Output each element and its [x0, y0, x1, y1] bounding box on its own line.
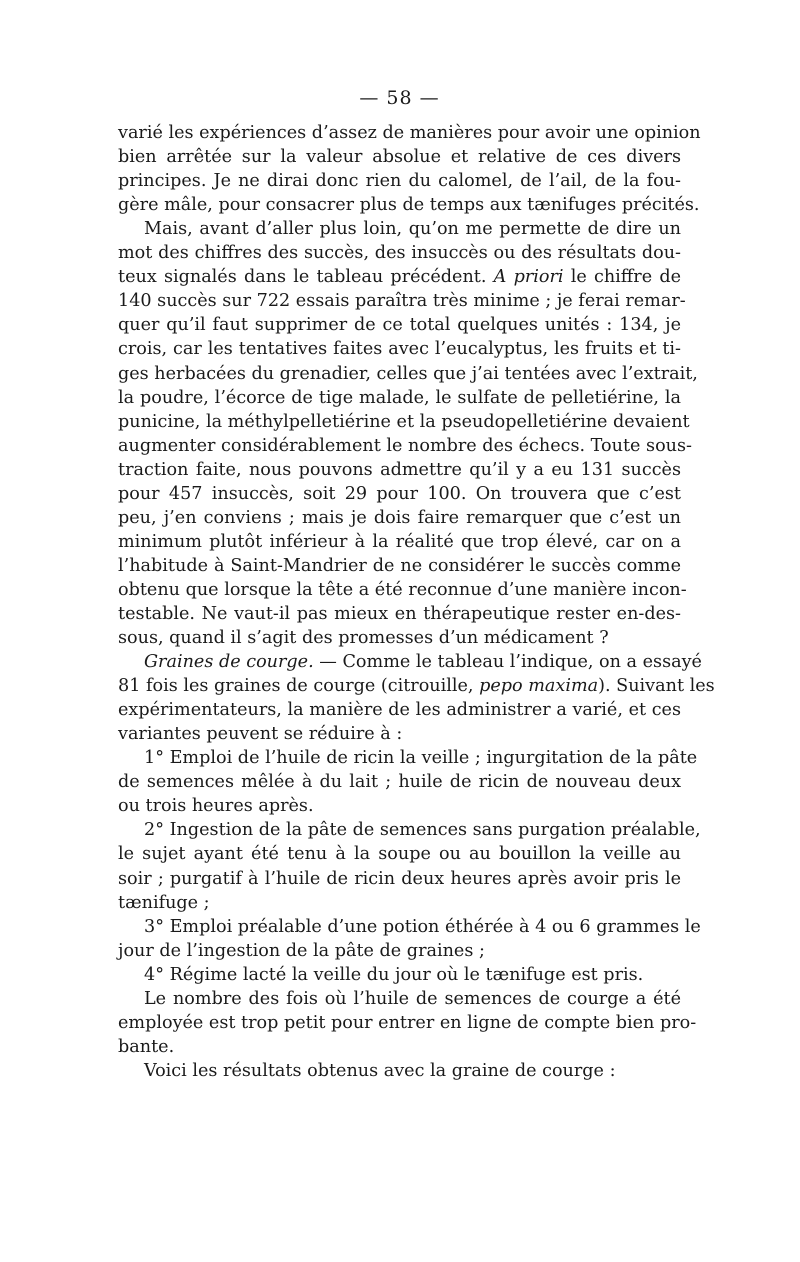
text-line: [118, 217, 681, 241]
text-line: [118, 506, 681, 530]
line-text: ges herbacées du grenadier, celles que j’ai tentées avec l’extrait,: [118, 363, 698, 384]
text-line: [118, 337, 681, 361]
text-line: [118, 1059, 681, 1083]
line-text: Le nombre des fois où l’huile de semences de courge a été: [144, 988, 681, 1009]
text-line: [118, 362, 698, 386]
text-line: [118, 386, 681, 410]
line-text: testable. Ne vaut-il pas mieux en thérapeutique rester en-des-: [118, 603, 681, 624]
text-line: [118, 722, 681, 746]
text-line: [118, 650, 702, 674]
text-line: [118, 554, 681, 578]
document-page: [118, 86, 715, 1083]
line-text: pour 457 insuccès, soit 29 pour 100. On trouvera que c’est: [118, 483, 681, 504]
text-line: [118, 963, 681, 987]
text-line: [118, 313, 681, 337]
text-line: [118, 458, 681, 482]
line-text: le sujet ayant été tenu à la soupe ou au bouillon la veille au: [118, 844, 681, 865]
text-line: [118, 794, 681, 818]
line-text: crois, car les tentatives faites avec l’eucalyptus, les fruits et ti-: [118, 339, 681, 360]
line-text: 2° Ingestion de la pâte de semences sans purgation préalable,: [144, 820, 701, 841]
text-line: [118, 674, 715, 698]
text-line: [118, 987, 681, 1011]
text-line: [118, 939, 681, 963]
line-text: traction faite, nous pouvons admettre qu’il y a eu 131 succès: [118, 459, 681, 480]
line-text: employée est trop petit pour entrer en ligne de compte bien pro-: [118, 1012, 697, 1033]
line-text: quer qu’il faut supprimer de ce total quelques unités : 134, je: [118, 315, 681, 336]
line-text: teux signalés dans le tableau précédent.: [118, 267, 487, 288]
text-line: [118, 1035, 681, 1059]
text-line: [118, 578, 687, 602]
line-text: tænifuge ;: [118, 892, 210, 913]
line-text: 4° Régime lacté la veille du jour où le tænifuge est pris.: [144, 964, 644, 985]
line-text: varié les expériences d’assez de manières pour avoir une opinion: [118, 123, 701, 144]
line-text: bien arrêtée sur la valeur absolue et relative de ces divers: [118, 147, 681, 168]
line-italic: Graines de courge.: [144, 652, 314, 673]
text-line: [118, 602, 681, 626]
line-text: jour de l’ingestion de la pâte de graines ;: [118, 940, 485, 961]
text-line: [118, 626, 681, 650]
line-text-after: ). Suivant les: [598, 676, 715, 697]
text-line: [118, 145, 681, 169]
text-line: [118, 434, 692, 458]
text-line: [118, 746, 698, 770]
line-text: la poudre, l’écorce de tige malade, le sulfate de pelletiérine, la: [118, 387, 681, 408]
line-text: punicine, la méthylpelletiérine et la pseudopelletiérine devaient: [118, 411, 690, 432]
line-text: augmenter considérablement le nombre des échecs. Toute sous-: [118, 435, 692, 456]
line-text: 140 succès sur 722 essais paraîtra très minime ; je ferai remar-: [118, 291, 686, 312]
line-text: ou trois heures après.: [118, 796, 314, 817]
line-text: de semences mêlée à du lait ; huile de ricin de nouveau deux: [118, 772, 681, 793]
text-line: [118, 698, 681, 722]
line-italic: A priori: [493, 267, 564, 288]
text-line: [118, 1011, 697, 1035]
line-text: soir ; purgatif à l’huile de ricin deux heures après avoir pris le: [118, 868, 681, 889]
line-text-after: le chiffre de: [563, 267, 682, 288]
line-text: bante.: [118, 1036, 175, 1057]
text-line: [118, 410, 690, 434]
line-text: 3° Emploi préalable d’une potion éthérée à 4 ou 6 grammes le: [144, 916, 701, 937]
text-line: [118, 818, 701, 842]
text-line: [118, 891, 681, 915]
line-text: Voici les résultats obtenus avec la graine de courge :: [144, 1060, 616, 1081]
line-text: principes. Je ne dirai donc rien du calomel, de l’ail, de la fou-: [118, 171, 681, 192]
line-text: obtenu que lorsque la tête a été reconnue d’une manière incon-: [118, 579, 687, 600]
page-body: [118, 121, 715, 1083]
line-text: peu, j’en conviens ; mais je dois faire remarquer que c’est un: [118, 507, 681, 528]
text-line: [118, 842, 681, 866]
line-text: 81 fois les graines de courge (citrouille,: [118, 676, 474, 697]
text-line: [118, 289, 686, 313]
line-text: minimum plutôt inférieur à la réalité que trop élevé, car on a: [118, 531, 681, 552]
line-italic: pepo maxima: [479, 676, 599, 697]
text-line: [118, 169, 681, 193]
page-number: — 58 —: [359, 87, 440, 109]
text-line: [118, 193, 700, 217]
text-line: [118, 482, 681, 506]
line-text: variantes peuvent se réduire à :: [118, 724, 403, 745]
line-text: expérimentateurs, la manière de les administrer a varié, et ces: [118, 700, 681, 721]
text-line: [118, 121, 701, 145]
text-line: [118, 530, 681, 554]
line-text: mot des chiffres des succès, des insuccès ou des résultats dou-: [118, 243, 681, 264]
text-line: [118, 867, 681, 891]
line-text: Mais, avant d’aller plus loin, qu’on me permette de dire un: [144, 219, 681, 240]
line-text: gère mâle, pour consacrer plus de temps aux tænifuges précités.: [118, 195, 700, 216]
line-text-after: — Comme le tableau l’indique, on a essayé: [313, 652, 702, 673]
text-line: [118, 915, 701, 939]
text-line: [118, 770, 681, 794]
line-text: l’habitude à Saint-Mandrier de ne considérer le succès comme: [118, 555, 681, 576]
line-text: sous, quand il s’agit des promesses d’un médicament ?: [118, 628, 609, 649]
line-text: 1° Emploi de l’huile de ricin la veille ; ingurgitation de la pâte: [144, 748, 698, 769]
text-line: [118, 241, 681, 265]
text-line: [118, 265, 681, 289]
